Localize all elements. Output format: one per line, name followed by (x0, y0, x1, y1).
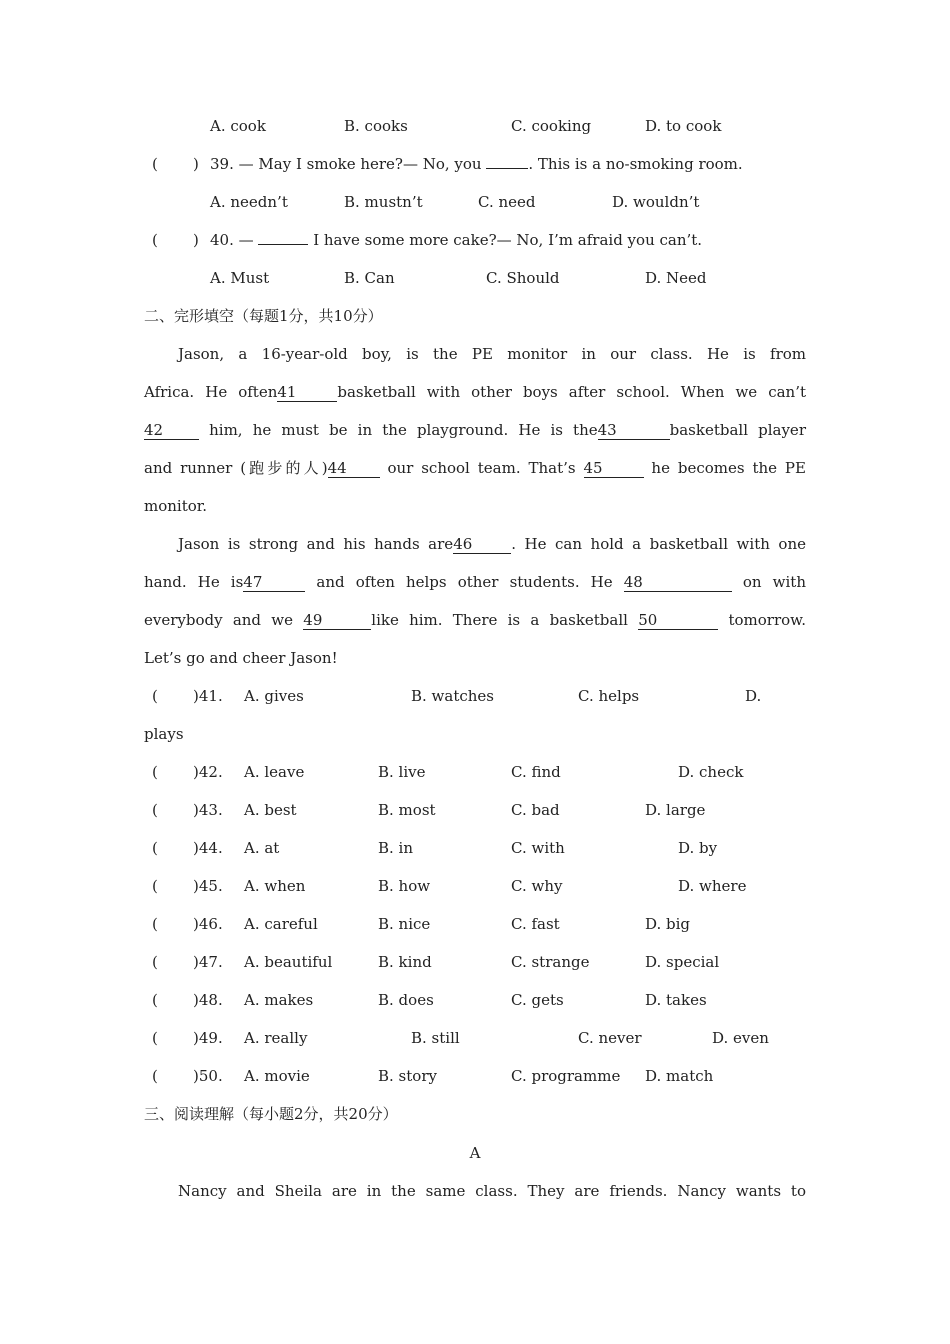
answer-blank (486, 168, 528, 169)
paragraph-line: monitor. (144, 497, 208, 515)
blank-49: 49 (303, 611, 371, 630)
option-c: C. why (511, 877, 563, 895)
q38-option-b: B. cooks (344, 117, 408, 135)
option-c: C. programme (511, 1067, 621, 1085)
text: basketball with other boys after school. When we can’t (337, 383, 806, 401)
option-c: C. with (511, 839, 565, 857)
option-a: A. really (244, 1029, 308, 1047)
section-3-heading: 三、阅读理解（每小题2分，共20分） (144, 1105, 398, 1123)
option-a: A. makes (244, 991, 314, 1009)
stem-text: — (238, 231, 254, 249)
answer-paren-open: ( (152, 231, 158, 249)
option-c: C. strange (511, 953, 590, 971)
option-b: B. in (378, 839, 414, 857)
q40-option-b: B. Can (344, 269, 395, 287)
option-a: A. at (244, 839, 280, 857)
option-d: D. special (645, 953, 720, 971)
option-a: A. movie (244, 1067, 310, 1085)
option-d: D. large (645, 801, 706, 819)
option-c: C. bad (511, 801, 560, 819)
option-d: D. even (712, 1029, 769, 1047)
option-d: D. check (678, 763, 744, 781)
answer-paren-open: ( (152, 915, 158, 933)
option-b: B. how (378, 877, 431, 895)
answer-paren-open: ( (152, 687, 158, 705)
text: he becomes the PE (651, 459, 806, 477)
text: Jason is strong and his hands are (178, 535, 454, 553)
question-number: 40. (210, 231, 234, 249)
q39-option-a: A. needn’t (210, 193, 288, 211)
option-d: D. big (645, 915, 691, 933)
reading-paragraph-line: Nancy and Sheila are in the same class. They are friends. Nancy wants to (178, 1182, 806, 1200)
option-b: B. still (411, 1029, 460, 1047)
text: on with (742, 573, 806, 591)
answer-paren-open: ( (152, 763, 158, 781)
option-c: C. fast (511, 915, 560, 933)
answer-paren-open: ( (152, 1067, 158, 1085)
q38-option-c: C. cooking (511, 117, 592, 135)
option-c: C. helps (578, 687, 640, 705)
option-a: A. best (244, 801, 297, 819)
option-a: A. careful (244, 915, 318, 933)
blank-44: 44 (328, 459, 380, 478)
option-b: B. live (378, 763, 426, 781)
stem-text: I have some more cake?— No, I’m afraid you can’t. (313, 231, 703, 249)
option-c: C. gets (511, 991, 564, 1009)
blank-43: 43 (598, 421, 670, 440)
text: tomorrow. (728, 611, 806, 629)
option-a: A. gives (244, 687, 304, 705)
answer-paren-open: ( (152, 1029, 158, 1047)
text: and often helps other students. He (316, 573, 613, 591)
question-number: )49. (193, 1029, 223, 1047)
blank-50: 50 (638, 611, 718, 630)
question-number: )44. (193, 839, 223, 857)
option-d: D. by (678, 839, 718, 857)
blank-41: 41 (277, 383, 337, 402)
answer-blank (258, 244, 308, 245)
q39-option-c: C. need (478, 193, 536, 211)
answer-paren-close: ) (193, 231, 199, 249)
question-number: )46. (193, 915, 223, 933)
option-b: B. kind (378, 953, 432, 971)
answer-paren-open: ( (152, 801, 158, 819)
q40-option-d: D. Need (645, 269, 707, 287)
option-d: D. takes (645, 991, 707, 1009)
blank-45: 45 (584, 459, 644, 478)
answer-paren-open: ( (152, 953, 158, 971)
question-number: )41. (193, 687, 223, 705)
text: our school team. That’s (387, 459, 576, 477)
text: him, he must be in the playground. He is the (209, 421, 598, 439)
answer-paren-open: ( (152, 877, 158, 895)
question-stem (210, 154, 743, 174)
option-d: D. (745, 687, 762, 705)
option-c: C. never (578, 1029, 642, 1047)
q39-option-d: D. wouldn’t (612, 193, 700, 211)
text: everybody and we (144, 611, 294, 629)
text: . He can hold a basketball with one (511, 535, 806, 553)
question-number: )48. (193, 991, 223, 1009)
option-a: A. beautiful (244, 953, 333, 971)
question-number: )47. (193, 953, 223, 971)
answer-paren-close: ) (193, 155, 199, 173)
paragraph-line (144, 458, 806, 478)
paragraph-line (144, 572, 806, 592)
blank-48: 48 (624, 573, 732, 592)
answer-paren-open: ( (152, 991, 158, 1009)
stem-text: . This is a no-smoking room. (528, 155, 743, 173)
question-number: )42. (193, 763, 223, 781)
paragraph-line (144, 610, 806, 630)
q40-option-a: A. Must (210, 269, 270, 287)
answer-paren-open: ( (152, 155, 158, 173)
question-number: )45. (193, 877, 223, 895)
question-stem (210, 230, 702, 250)
option-b: B. story (378, 1067, 437, 1085)
option-a: A. when (244, 877, 306, 895)
text: Africa. He often (144, 383, 278, 401)
paragraph-line: Jason, a 16-year-old boy, is the PE monitor in our class. He is from (178, 345, 806, 363)
paragraph-line (144, 420, 806, 440)
paragraph-line (144, 382, 806, 402)
option-a: A. leave (244, 763, 305, 781)
q38-option-a: A. cook (210, 117, 266, 135)
reading-part-label: A (469, 1144, 481, 1162)
option-d: D. match (645, 1067, 714, 1085)
option-b: B. most (378, 801, 436, 819)
text: and runner (跑步的人) (144, 459, 328, 477)
paragraph-line: Let’s go and cheer Jason! (144, 649, 338, 667)
option-d: D. where (678, 877, 747, 895)
q40-option-c: C. Should (486, 269, 560, 287)
option-c: C. find (511, 763, 561, 781)
paragraph-line (178, 534, 806, 554)
option-b: B. nice (378, 915, 431, 933)
blank-42: 42 (144, 421, 199, 440)
blank-47: 47 (243, 573, 305, 592)
stem-text: — May I smoke here?— No, you (238, 155, 482, 173)
text: hand. He is (144, 573, 244, 591)
answer-paren-open: ( (152, 839, 158, 857)
blank-46: 46 (453, 535, 511, 554)
text: like him. There is a basketball (371, 611, 628, 629)
section-2-heading: 二、完形填空（每题1分，共10分） (144, 307, 383, 325)
q38-option-d: D. to cook (645, 117, 722, 135)
option-d-wrap: plays (144, 725, 184, 743)
q39-option-b: B. mustn’t (344, 193, 423, 211)
question-number: )50. (193, 1067, 223, 1085)
text: basketball player (669, 421, 806, 439)
question-number: 39. (210, 155, 234, 173)
question-number: )43. (193, 801, 223, 819)
option-b: B. watches (411, 687, 495, 705)
option-b: B. does (378, 991, 434, 1009)
